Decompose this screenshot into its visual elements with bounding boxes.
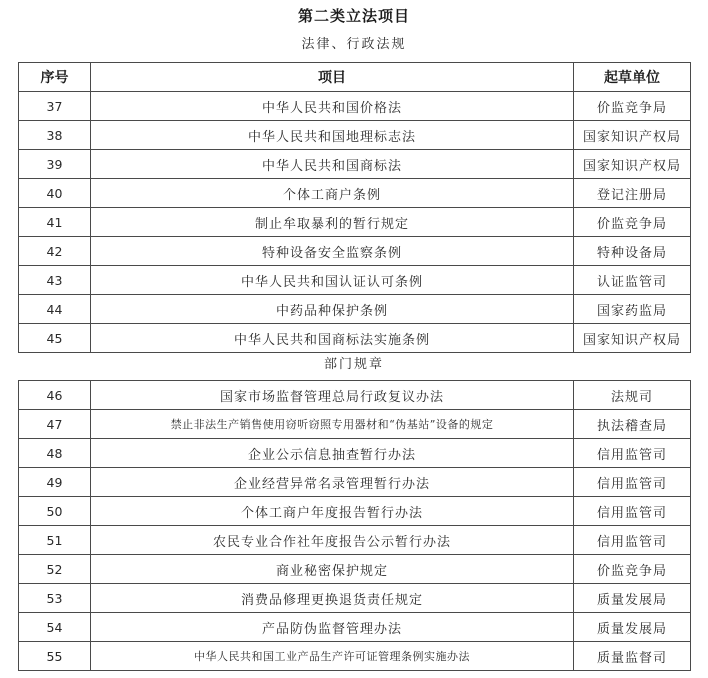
cell-serial-number: 50 [19, 497, 91, 526]
table-row [19, 613, 691, 642]
cell-serial-number: 52 [19, 555, 91, 584]
cell-serial-number: 51 [19, 526, 91, 555]
cell-serial-number: 38 [19, 121, 91, 150]
cell-serial-number: 43 [19, 266, 91, 295]
section-label-laws: 法律、行政法规 [301, 37, 407, 52]
cell-serial-number: 46 [19, 381, 91, 410]
table-row [19, 295, 691, 324]
cell-drafting-unit: 特种设备局 [574, 237, 691, 266]
table-row [19, 642, 691, 671]
cell-project: 特种设备安全监察条例 [91, 237, 574, 266]
cell-project: 制止牟取暴利的暂行规定 [91, 208, 574, 237]
table-row [19, 179, 691, 208]
cell-project: 中华人民共和国工业产品生产许可证管理条例实施办法 [91, 642, 574, 671]
cell-serial-number: 47 [19, 410, 91, 439]
table-row [19, 208, 691, 237]
document-title: 第二类立法项目 [297, 7, 410, 25]
cell-project: 消费品修理更换退货责任规定 [91, 584, 574, 613]
table-row [19, 121, 691, 150]
cell-project: 农民专业合作社年度报告公示暂行办法 [91, 526, 574, 555]
cell-drafting-unit: 信用监管司 [574, 526, 691, 555]
section-label-department-rules: 部门规章 [323, 357, 384, 372]
cell-drafting-unit: 质量监督司 [574, 642, 691, 671]
cell-drafting-unit: 信用监管司 [574, 497, 691, 526]
cell-serial-number: 40 [19, 179, 91, 208]
header-serial-number: 序号 [19, 63, 91, 92]
department-rules-table [18, 380, 691, 671]
cell-project: 个体工商户条例 [91, 179, 574, 208]
table-row [19, 324, 691, 353]
cell-drafting-unit: 法规司 [574, 381, 691, 410]
table-row [19, 526, 691, 555]
table-row [19, 237, 691, 266]
cell-drafting-unit: 价监竞争局 [574, 555, 691, 584]
table-row [19, 92, 691, 121]
cell-project: 禁止非法生产销售使用窃听窃照专用器材和“伪基站”设备的规定 [91, 410, 574, 439]
cell-drafting-unit: 信用监管司 [574, 468, 691, 497]
cell-project: 中华人民共和国价格法 [91, 92, 574, 121]
cell-drafting-unit: 质量发展局 [574, 584, 691, 613]
cell-serial-number: 41 [19, 208, 91, 237]
cell-project: 企业经营异常名录管理暂行办法 [91, 468, 574, 497]
table-header-row [19, 63, 691, 92]
cell-drafting-unit: 认证监管司 [574, 266, 691, 295]
cell-serial-number: 48 [19, 439, 91, 468]
cell-project: 个体工商户年度报告暂行办法 [91, 497, 574, 526]
cell-project: 中华人民共和国商标法 [91, 150, 574, 179]
cell-serial-number: 49 [19, 468, 91, 497]
cell-project: 产品防伪监督管理办法 [91, 613, 574, 642]
cell-project: 企业公示信息抽查暂行办法 [91, 439, 574, 468]
table-row [19, 468, 691, 497]
cell-drafting-unit: 质量发展局 [574, 613, 691, 642]
cell-serial-number: 54 [19, 613, 91, 642]
table-row [19, 266, 691, 295]
cell-serial-number: 42 [19, 237, 91, 266]
cell-drafting-unit: 价监竞争局 [574, 92, 691, 121]
cell-project: 中药品种保护条例 [91, 295, 574, 324]
header-project: 项目 [91, 63, 574, 92]
cell-drafting-unit: 国家知识产权局 [574, 324, 691, 353]
laws-table [18, 62, 691, 353]
cell-project: 国家市场监督管理总局行政复议办法 [91, 381, 574, 410]
cell-project: 中华人民共和国商标法实施条例 [91, 324, 574, 353]
cell-drafting-unit: 国家知识产权局 [574, 150, 691, 179]
cell-project: 中华人民共和国认证认可条例 [91, 266, 574, 295]
cell-drafting-unit: 国家药监局 [574, 295, 691, 324]
cell-serial-number: 39 [19, 150, 91, 179]
table-row [19, 150, 691, 179]
cell-serial-number: 45 [19, 324, 91, 353]
cell-serial-number: 44 [19, 295, 91, 324]
cell-project: 中华人民共和国地理标志法 [91, 121, 574, 150]
table-row [19, 439, 691, 468]
cell-drafting-unit: 登记注册局 [574, 179, 691, 208]
cell-serial-number: 53 [19, 584, 91, 613]
table-row [19, 584, 691, 613]
table-row [19, 410, 691, 439]
cell-drafting-unit: 执法稽查局 [574, 410, 691, 439]
header-drafting-unit: 起草单位 [574, 63, 691, 92]
cell-drafting-unit: 国家知识产权局 [574, 121, 691, 150]
cell-drafting-unit: 价监竞争局 [574, 208, 691, 237]
table-row [19, 497, 691, 526]
cell-project: 商业秘密保护规定 [91, 555, 574, 584]
cell-serial-number: 37 [19, 92, 91, 121]
table-row [19, 555, 691, 584]
cell-drafting-unit: 信用监管司 [574, 439, 691, 468]
table-row [19, 381, 691, 410]
cell-serial-number: 55 [19, 642, 91, 671]
